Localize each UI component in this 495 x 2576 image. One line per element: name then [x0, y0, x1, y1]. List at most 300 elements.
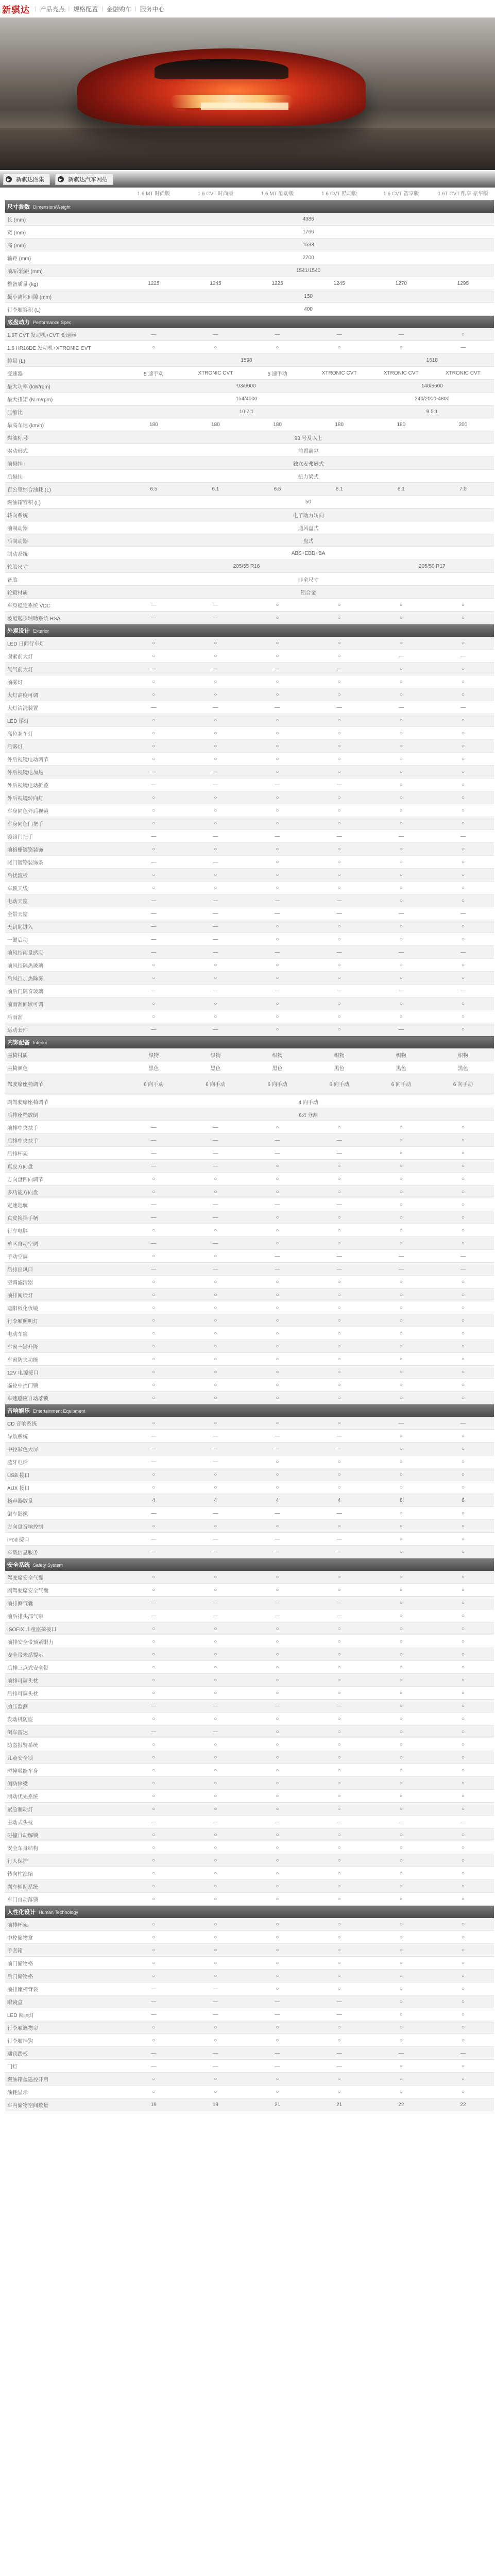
spec-value: 180	[246, 418, 308, 431]
spec-value: ○	[184, 1661, 246, 1674]
spec-label: LED 尾灯	[5, 714, 123, 727]
gallery-button[interactable]	[3, 174, 50, 185]
gallery-button-label: 新骐达图集	[16, 177, 44, 183]
spec-row	[5, 1674, 494, 1687]
spec-value: ○	[246, 1185, 308, 1198]
spec-value: ○	[432, 1944, 494, 1957]
spec-value: ○	[370, 1546, 432, 1558]
spec-value: —	[123, 1443, 184, 1455]
spec-value: ○	[432, 1366, 494, 1379]
spec-value: —	[123, 1533, 184, 1546]
spec-value: ○	[370, 1314, 432, 1327]
spec-value: ○	[432, 804, 494, 817]
spec-value: ○	[370, 1622, 432, 1635]
spec-value: 6.5	[246, 483, 308, 496]
spec-value: ○	[184, 2073, 246, 2086]
spec-value: ○	[246, 1224, 308, 1237]
spec-value: ○	[246, 856, 308, 869]
spec-value: ○	[432, 1314, 494, 1327]
spec-value: ○	[309, 959, 370, 972]
website-button[interactable]	[55, 174, 113, 185]
spec-row	[5, 483, 494, 496]
spec-value: ○	[246, 843, 308, 856]
spec-row	[5, 1893, 494, 1906]
spec-value: ○	[370, 1468, 432, 1481]
spec-value: ○	[309, 1713, 370, 1725]
spec-value: ○	[246, 1417, 308, 1430]
spec-value: 6.1	[184, 483, 246, 496]
spec-value: ○	[309, 791, 370, 804]
spec-row	[5, 637, 494, 650]
nav-separator: |	[35, 6, 37, 12]
spec-value: 1533	[123, 239, 494, 251]
spec-row	[5, 740, 494, 753]
spec-label: 方向盘音响控制	[5, 1520, 123, 1533]
spec-value: 6 向手动	[246, 1074, 308, 1095]
spec-value: ○	[432, 920, 494, 933]
section-header	[5, 1558, 494, 1571]
spec-value: —	[246, 1609, 308, 1622]
spec-value: ○	[184, 714, 246, 727]
spec-row	[5, 367, 494, 380]
spec-value: ○	[246, 1893, 308, 1906]
spec-value: ○	[370, 2086, 432, 2098]
spec-row	[5, 1918, 494, 1931]
spec-value: ○	[432, 1790, 494, 1803]
spec-row	[5, 239, 494, 251]
section-title-cell	[5, 624, 494, 637]
spec-value: ○	[432, 727, 494, 740]
spec-row	[5, 1520, 494, 1533]
spec-row	[5, 688, 494, 701]
spec-row	[5, 2047, 494, 2060]
spec-value: ○	[123, 1622, 184, 1635]
spec-value: 19	[184, 2098, 246, 2111]
spec-value: ○	[309, 972, 370, 985]
spec-label: 1.6 HR16DE 发动机+XTRONIC CVT	[5, 341, 123, 354]
spec-value: ○	[123, 1828, 184, 1841]
spec-value: ○	[370, 341, 432, 354]
spec-label: 车门自动落锁	[5, 1893, 123, 1906]
spec-value: ○	[432, 1340, 494, 1353]
spec-value: ○	[184, 1931, 246, 1944]
spec-row	[5, 650, 494, 663]
spec-label: 高 (mm)	[5, 239, 123, 251]
spec-value: ○	[370, 817, 432, 830]
spec-value: 通风盘式	[123, 521, 494, 534]
spec-value: 5 速手动	[246, 367, 308, 380]
spec-label: 儿童安全锁	[5, 1751, 123, 1764]
spec-value: —	[123, 663, 184, 675]
spec-value: 织物	[370, 1048, 432, 1061]
spec-row	[5, 1121, 494, 1134]
spec-table	[5, 185, 494, 2111]
spec-value: ○	[432, 1546, 494, 1558]
spec-value: —	[246, 1546, 308, 1558]
spec-value: —	[246, 2047, 308, 2060]
spec-value: ○	[432, 688, 494, 701]
spec-value: ○	[370, 972, 432, 985]
spec-row	[5, 1366, 494, 1379]
spec-label: 行李厢挂钩	[5, 2034, 123, 2047]
spec-value: 4	[123, 1494, 184, 1507]
spec-value: ○	[309, 1301, 370, 1314]
spec-label: 方向盘四向调节	[5, 1173, 123, 1185]
spec-value: ○	[246, 1828, 308, 1841]
spec-value: —	[370, 907, 432, 920]
spec-row	[5, 599, 494, 612]
spec-value: —	[432, 1250, 494, 1263]
spec-value: ○	[309, 1803, 370, 1816]
section-title-cell	[5, 1404, 494, 1417]
spec-label: 备胎	[5, 573, 123, 586]
spec-label: 驱动形式	[5, 444, 123, 457]
spec-value: ○	[432, 1713, 494, 1725]
spec-row	[5, 830, 494, 843]
spec-row	[5, 1289, 494, 1301]
spec-value: ○	[246, 1841, 308, 1854]
spec-value: ○	[370, 1790, 432, 1803]
spec-label: 燃油箱容积 (L)	[5, 496, 123, 509]
spec-label: 车窗一键升降	[5, 1340, 123, 1353]
spec-value: 22	[370, 2098, 432, 2111]
spec-row	[5, 213, 494, 226]
model-header-cell: 1.6 CVT 智享版	[370, 185, 432, 200]
spec-value: ○	[370, 1185, 432, 1198]
spec-value: ○	[370, 1237, 432, 1250]
spec-value: ○	[123, 1944, 184, 1957]
spec-value: ○	[370, 753, 432, 766]
spec-row	[5, 1010, 494, 1023]
spec-value: —	[246, 1700, 308, 1713]
spec-value: —	[309, 1995, 370, 2008]
spec-value: ○	[184, 341, 246, 354]
spec-label: 前后门隔音玻璃	[5, 985, 123, 997]
spec-value: ○	[246, 1121, 308, 1134]
nav-link-finance[interactable]: 金融购车	[106, 5, 131, 13]
spec-value: 6	[370, 1494, 432, 1507]
spec-value: ○	[432, 856, 494, 869]
spec-value: —	[246, 1816, 308, 1828]
spec-row	[5, 2086, 494, 2098]
spec-label: 制动优先系统	[5, 1790, 123, 1803]
spec-value: ○	[123, 1520, 184, 1533]
spec-value: ○	[184, 2086, 246, 2098]
spec-row	[5, 1803, 494, 1816]
spec-value: ○	[123, 1661, 184, 1674]
spec-value: ○	[246, 1790, 308, 1803]
spec-value: ○	[246, 1160, 308, 1173]
spec-label: 燃油箱盖遥控开启	[5, 2073, 123, 2086]
brand-logo[interactable]: 新骐达	[2, 5, 30, 15]
spec-value: ○	[309, 766, 370, 778]
spec-value: 6 向手动	[370, 1074, 432, 1095]
spec-value: —	[184, 778, 246, 791]
spec-row	[5, 856, 494, 869]
spec-row	[5, 1430, 494, 1443]
spec-value: —	[184, 1609, 246, 1622]
spec-value: 140/5600	[370, 380, 494, 393]
spec-label: 防盗报警系统	[5, 1738, 123, 1751]
spec-value: ○	[246, 1854, 308, 1867]
spec-value: ○	[184, 675, 246, 688]
spec-label: AUX 接口	[5, 1481, 123, 1494]
spec-value: ○	[370, 1841, 432, 1854]
spec-value: ○	[432, 1160, 494, 1173]
spec-value: —	[184, 1198, 246, 1211]
spec-value: ○	[432, 1468, 494, 1481]
spec-value: —	[309, 1198, 370, 1211]
spec-value: ○	[246, 727, 308, 740]
spec-label: 外后视镜电动折叠	[5, 778, 123, 791]
spec-row	[5, 1494, 494, 1507]
spec-value: ○	[309, 1023, 370, 1036]
spec-value: ○	[370, 1327, 432, 1340]
spec-row	[5, 1276, 494, 1289]
spec-row	[5, 1546, 494, 1558]
spec-row	[5, 2098, 494, 2111]
spec-value: ○	[432, 1918, 494, 1931]
spec-label: 车窗防夹功能	[5, 1353, 123, 1366]
spec-value: 前置前驱	[123, 444, 494, 457]
section-title-cell	[5, 1558, 494, 1571]
spec-value: ○	[184, 650, 246, 663]
spec-value: 6 向手动	[184, 1074, 246, 1095]
spec-row	[5, 1597, 494, 1609]
spec-value: —	[184, 1700, 246, 1713]
spec-value: —	[309, 701, 370, 714]
spec-value: ○	[370, 2021, 432, 2034]
spec-value: ○	[432, 1211, 494, 1224]
spec-label: 燃油标号	[5, 431, 123, 444]
spec-value: ○	[370, 959, 432, 972]
spec-value: —	[123, 1507, 184, 1520]
spec-value: ○	[246, 1392, 308, 1404]
spec-value: —	[184, 2047, 246, 2060]
spec-value: —	[309, 985, 370, 997]
spec-value: ○	[432, 675, 494, 688]
section-header	[5, 316, 494, 329]
spec-value: ○	[123, 1777, 184, 1790]
spec-value: —	[246, 663, 308, 675]
nav-link-service[interactable]: 服务中心	[140, 5, 165, 13]
spec-label: 前制动器	[5, 521, 123, 534]
spec-value: ○	[123, 1674, 184, 1687]
spec-value: ○	[184, 1366, 246, 1379]
spec-value: —	[309, 1443, 370, 1455]
spec-row	[5, 972, 494, 985]
spec-row	[5, 2073, 494, 2086]
spec-value: 1245	[309, 277, 370, 290]
spec-value: ○	[370, 1224, 432, 1237]
section-header	[5, 200, 494, 213]
spec-value: ○	[432, 1430, 494, 1443]
spec-label: 后排座椅放倒	[5, 1108, 123, 1121]
spec-value: —	[184, 933, 246, 946]
spec-value: ○	[309, 2034, 370, 2047]
spec-value: ○	[432, 1520, 494, 1533]
spec-value: 黑色	[123, 1061, 184, 1074]
spec-value: ○	[184, 1327, 246, 1340]
spec-value: ○	[432, 1738, 494, 1751]
spec-value: ○	[184, 804, 246, 817]
spec-value: ○	[246, 1289, 308, 1301]
spec-value: ○	[309, 1289, 370, 1301]
spec-label: 宽 (mm)	[5, 226, 123, 239]
spec-value: ○	[123, 1867, 184, 1880]
spec-label: 后悬挂	[5, 470, 123, 483]
spec-value: ○	[123, 882, 184, 894]
section-title: 内饰配备	[7, 1040, 30, 1046]
spec-row	[5, 1725, 494, 1738]
spec-value: ○	[123, 1250, 184, 1263]
spec-value: ○	[370, 1455, 432, 1468]
spec-label: 单区自动空调	[5, 1237, 123, 1250]
spec-value: ○	[123, 1648, 184, 1661]
spec-value: ○	[432, 959, 494, 972]
spec-value: ○	[246, 1584, 308, 1597]
spec-value: ○	[432, 1725, 494, 1738]
spec-value: —	[184, 1507, 246, 1520]
spec-label: 前排可调头枕	[5, 1674, 123, 1687]
spec-value: ○	[184, 740, 246, 753]
nav-link-highlights[interactable]: 产品亮点	[40, 5, 65, 13]
spec-value: —	[309, 1430, 370, 1443]
spec-value: ○	[432, 2060, 494, 2073]
spec-value: ○	[370, 843, 432, 856]
spec-value: ○	[123, 1803, 184, 1816]
spec-row	[5, 766, 494, 778]
section-header	[5, 1404, 494, 1417]
spec-value: ○	[370, 933, 432, 946]
spec-value: —	[123, 1237, 184, 1250]
spec-value: ○	[309, 1841, 370, 1854]
spec-value: ○	[432, 2086, 494, 2098]
spec-value: —	[123, 2008, 184, 2021]
spec-value: ○	[246, 869, 308, 882]
spec-value: —	[184, 2060, 246, 2073]
spec-value: ○	[184, 1392, 246, 1404]
nav-link-specs[interactable]: 规格配置	[73, 5, 98, 13]
spec-label: 座椅颜色	[5, 1061, 123, 1074]
spec-value: ○	[123, 1224, 184, 1237]
spec-value: ○	[246, 1751, 308, 1764]
spec-label: 整备质量 (kg)	[5, 277, 123, 290]
spec-label: 长 (mm)	[5, 213, 123, 226]
spec-row	[5, 431, 494, 444]
spec-value: ○	[123, 791, 184, 804]
spec-label: 后排可调头枕	[5, 1687, 123, 1700]
spec-row	[5, 869, 494, 882]
spec-value: ○	[432, 328, 494, 341]
spec-row	[5, 1250, 494, 1263]
spec-row	[5, 290, 494, 303]
spec-value: ○	[246, 791, 308, 804]
spec-label: 胎压监测	[5, 1700, 123, 1713]
spec-row	[5, 1443, 494, 1455]
spec-value: —	[123, 599, 184, 612]
spec-label: 遮阳板化妆镜	[5, 1301, 123, 1314]
spec-value: ABS+EBD+BA	[123, 547, 494, 560]
spec-value: ○	[309, 2021, 370, 2034]
spec-value: —	[370, 650, 432, 663]
section-title-en: Exterior	[33, 629, 49, 634]
spec-label: 后扰流板	[5, 869, 123, 882]
spec-value: 6.1	[309, 483, 370, 496]
spec-label: 运动套件	[5, 1023, 123, 1036]
spec-value: ○	[432, 1700, 494, 1713]
spec-label: 百公里综合油耗 (L)	[5, 483, 123, 496]
spec-value: ○	[246, 675, 308, 688]
spec-row	[5, 560, 494, 573]
spec-value: 电子助力转向	[123, 509, 494, 521]
spec-value: —	[123, 1609, 184, 1622]
spec-value: ○	[184, 1584, 246, 1597]
spec-value: ○	[309, 1738, 370, 1751]
play-icon: ▶	[6, 176, 12, 182]
spec-row	[5, 997, 494, 1010]
spec-value: ○	[432, 1121, 494, 1134]
spec-value: 织物	[246, 1048, 308, 1061]
spec-label: 遥控中控门锁	[5, 1379, 123, 1392]
spec-value: ○	[123, 1353, 184, 1366]
spec-value: —	[123, 1597, 184, 1609]
section-title-en: Interior	[33, 1040, 48, 1045]
spec-value: ○	[246, 1211, 308, 1224]
spec-value: —	[123, 946, 184, 959]
section-title-en: Human Technology	[39, 1910, 78, 1915]
spec-row	[5, 1790, 494, 1803]
spec-label: 车身同色外后视镜	[5, 804, 123, 817]
spec-value: ○	[246, 1661, 308, 1674]
spec-value: ○	[432, 1301, 494, 1314]
section-title-en: Safety System	[33, 1563, 63, 1568]
spec-value: ○	[432, 1957, 494, 1970]
spec-value: —	[184, 1023, 246, 1036]
spec-value: ○	[370, 1931, 432, 1944]
spec-value: —	[123, 920, 184, 933]
spec-value: 6 向手动	[432, 1074, 494, 1095]
spec-value: 10.7:1	[123, 405, 370, 418]
spec-value: ○	[309, 1468, 370, 1481]
spec-value: ○	[246, 1635, 308, 1648]
spec-value: 400	[123, 303, 494, 316]
spec-value: —	[309, 663, 370, 675]
spec-row	[5, 444, 494, 457]
spec-value: ○	[432, 1010, 494, 1023]
spec-row	[5, 1700, 494, 1713]
spec-value: ○	[370, 727, 432, 740]
spec-row	[5, 1931, 494, 1944]
spec-row	[5, 727, 494, 740]
spec-value: ○	[123, 2021, 184, 2034]
spec-row	[5, 496, 494, 509]
spec-value: —	[123, 1700, 184, 1713]
spec-value: —	[123, 1455, 184, 1468]
spec-row	[5, 663, 494, 675]
spec-value: ○	[432, 1982, 494, 1995]
spec-label: 尾门镀铬装饰条	[5, 856, 123, 869]
spec-value: 240/2000-4800	[370, 393, 494, 405]
spec-row	[5, 1661, 494, 1674]
spec-value: ○	[370, 1764, 432, 1777]
spec-row	[5, 226, 494, 239]
spec-value: —	[184, 1211, 246, 1224]
spec-value: 黑色	[309, 1061, 370, 1074]
spec-value: —	[123, 1147, 184, 1160]
spec-value: ○	[432, 1828, 494, 1841]
spec-value: ○	[309, 1571, 370, 1584]
